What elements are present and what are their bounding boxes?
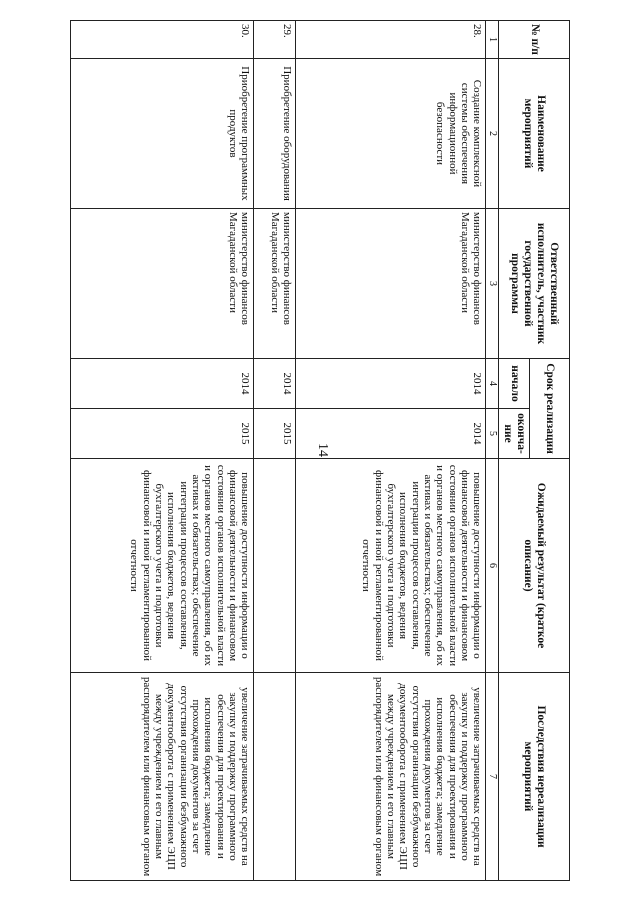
row-start: 2014 <box>254 359 296 409</box>
header-term: Срок реализации <box>530 359 570 459</box>
row-num: 30. <box>71 21 254 59</box>
row-result: повышение доступности информации о финансовой деятельности и финансовом состоянии органов исполнительной власти и органов местного самоуправления, об их активах и обязательствах; обеспечение интеграции процессов составления, исполнения бюджетов, ведения бухгалтерского учета и подготовки финансовой и иной регламентированной отчетности <box>296 459 486 673</box>
row-num: 28. <box>296 21 486 59</box>
table-row <box>71 21 254 881</box>
row-responsible: министерство финансов Магаданской области <box>254 209 296 359</box>
row-name: Создание комплексной системы обеспечения информационной безопасности <box>296 59 486 209</box>
row-consequences: увеличение затрачиваемых средств на закупку и поддержку программного обеспечения для проектирования и исполнения бюджета; замедление прохождения документов за счет отсутствия организации безбумажного документооборота с применением ЭЦП между учреждением и его главным распорядителем или финансовым органом <box>296 673 486 881</box>
header-consequences: Последствия нереализации мероприятий <box>499 673 570 881</box>
row-responsible: министерство финансов Магаданской области <box>71 209 254 359</box>
header-result: Ожидаемый результат (краткое описание) <box>499 459 570 673</box>
rotated-table-container <box>70 20 570 880</box>
col-number: 7 <box>486 673 499 881</box>
row-end: 2015 <box>71 409 254 459</box>
col-number: 3 <box>486 209 499 359</box>
col-number: 4 <box>486 359 499 409</box>
row-start: 2014 <box>71 359 254 409</box>
row-consequences <box>254 673 296 881</box>
row-result: повышение доступности информации о финансовой деятельности и финансовом состоянии органов исполнительной власти и органов местного самоуправления, об их активах и обязательствах; обеспечение интеграции процессов составления, исполнения бюджетов, ведения бухгалтерского учета и подготовки финансовой и иной регламентированной отчетности <box>71 459 254 673</box>
row-consequences: увеличение затрачиваемых средств на закупку и поддержку программного обеспечения для проектирования и исполнения бюджета; замедление прохождения документов за счет отсутствия организации безбумажного документооборота с применением ЭЦП между учреждением и его главным распорядителем или финансовым органом <box>71 673 254 881</box>
col-number: 5 <box>486 409 499 459</box>
page-number: 14 <box>315 443 330 457</box>
row-end: 2015 <box>254 409 296 459</box>
col-number: 1 <box>486 21 499 59</box>
measures-table <box>70 20 570 881</box>
row-name: Приобретение программных продуктов <box>71 59 254 209</box>
row-end: 2014 <box>296 409 486 459</box>
table-row <box>296 21 486 881</box>
row-start: 2014 <box>296 359 486 409</box>
header-name: Наименование мероприятий <box>499 59 570 209</box>
row-name: Приобретение оборудования <box>254 59 296 209</box>
col-number: 2 <box>486 59 499 209</box>
table-row <box>254 21 296 881</box>
row-num: 29. <box>254 21 296 59</box>
column-numbers-row <box>486 21 499 881</box>
row-responsible: министерство финансов Магаданской области <box>296 209 486 359</box>
header-end: оконча-ние <box>499 409 530 459</box>
col-number: 6 <box>486 459 499 673</box>
header-start: начало <box>499 359 530 409</box>
row-result <box>254 459 296 673</box>
header-responsible: Ответственный исполнитель, участник государственной программы <box>499 209 570 359</box>
header-num: № п/п <box>499 21 570 59</box>
document-sheet <box>70 20 570 880</box>
